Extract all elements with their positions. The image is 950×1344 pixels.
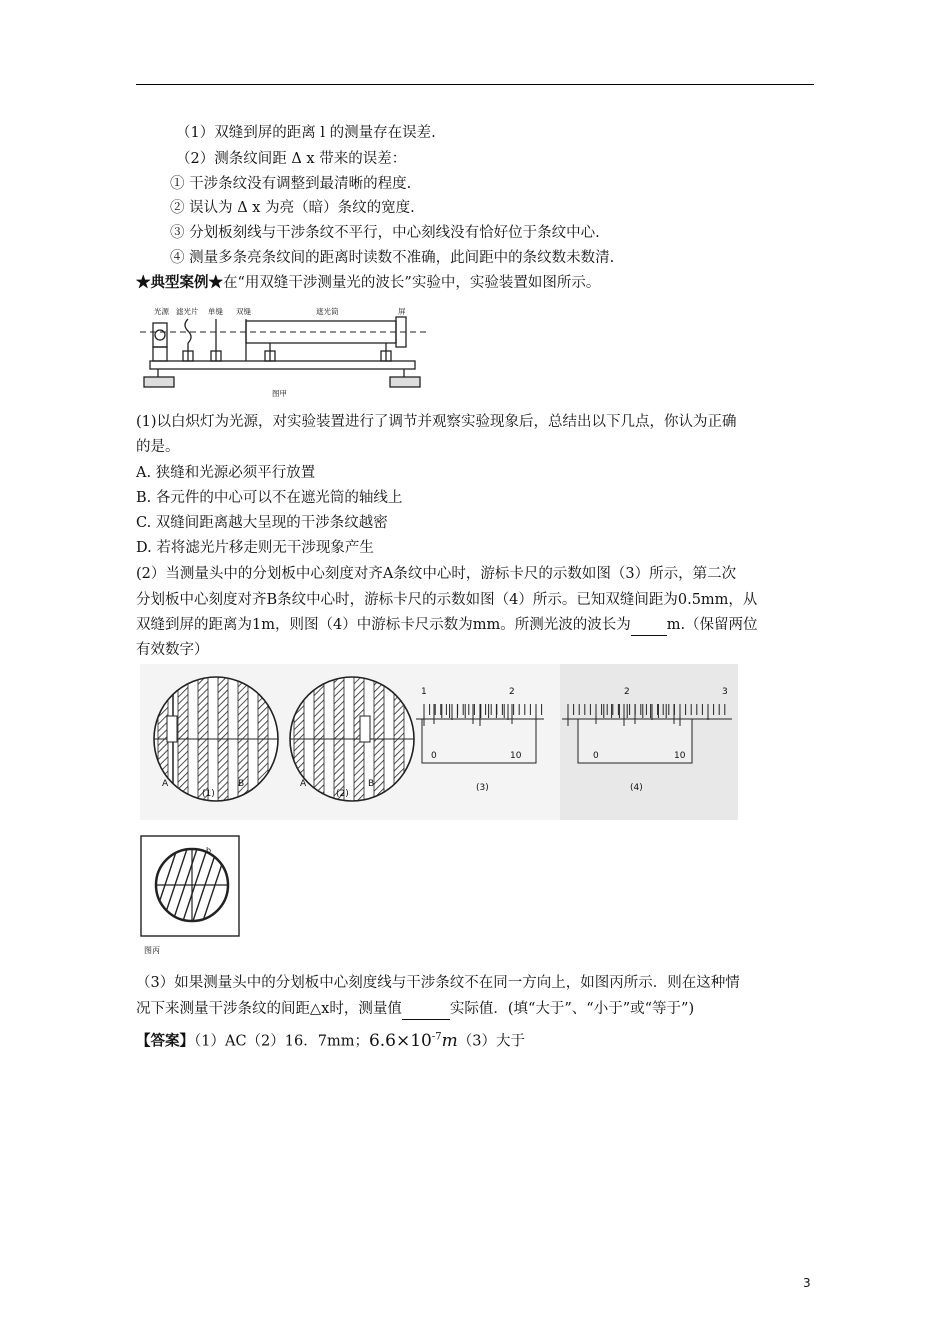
q3-text-pre: 况下来测量干涉条纹的间距△x时，测量值 xyxy=(136,1001,402,1017)
answer-part-b: （3）大于 xyxy=(457,1033,525,1050)
text-line: （2）测条纹间距 Δ x 带来的误差： xyxy=(176,151,407,167)
text-line: ① 干涉条纹没有调整到最清晰的程度. xyxy=(170,176,412,192)
scale3-vernier-0: 0 xyxy=(431,751,437,761)
q2-text-pre: 双缝到屏的距离为1m，则图（4）中游标卡尺示数为mm。所测光波的波长为 xyxy=(136,617,631,633)
answer-unit: m xyxy=(441,1030,458,1051)
caption-3: (3) xyxy=(476,783,489,793)
q2-text-post: m.（保留两位 xyxy=(666,617,758,633)
text-line: ② 误认为 Δ x 为亮（暗）条纹的宽度. xyxy=(170,200,415,216)
label-single-slit: 单缝 xyxy=(208,307,223,316)
bing-mark: b xyxy=(206,846,212,855)
scale3-main-1: 1 xyxy=(421,687,427,697)
question-2-cont3: 有效数字） xyxy=(136,642,209,658)
caption-bing: 图丙 xyxy=(144,946,160,955)
answer-exponent: -7 xyxy=(431,1031,442,1042)
scale4-vernier-10: 10 xyxy=(674,751,686,761)
header-rule xyxy=(136,84,814,85)
option-d: D. 若将滤光片移走则无干涉现象产生 xyxy=(136,540,374,556)
label-double-slit: 双缝 xyxy=(236,307,251,316)
question-3-cont xyxy=(136,999,826,1020)
scale3-main-2: 2 xyxy=(509,687,515,697)
caption-jia: 图甲 xyxy=(272,389,287,398)
scale4-main-2: 2 xyxy=(624,687,630,697)
option-b: B. 各元件的中心可以不在遮光筒的轴线上 xyxy=(136,490,403,506)
caption-1: (1) xyxy=(202,789,215,799)
page-number: 3 xyxy=(803,1276,811,1290)
caption-2: (2) xyxy=(336,789,349,799)
q3-text-post: 实际值．(填“大于”、“小于”或“等于”) xyxy=(449,1001,695,1017)
question-2-cont2 xyxy=(136,615,826,636)
question-2-cont: 分划板中心刻度对齐B条纹中心时，游标卡尺的示数如图（4）所示。已知双缝间距为0.5mm，从 xyxy=(136,592,758,608)
question-1: (1)以白炽灯为光源，对实验装置进行了调节并观察实验现象后，总结出以下几点，你认为正确 xyxy=(136,414,737,430)
label-b1: B xyxy=(238,779,245,789)
label-light-source: 光源 xyxy=(154,307,169,316)
label-b2: B xyxy=(368,779,375,789)
text-line: ④ 测量多条亮条纹间的距离时读数不准确，此间距中的条纹数未数清. xyxy=(170,250,615,266)
option-a: A. 狭缝和光源必须平行放置 xyxy=(136,465,316,481)
case-intro: 在“用双缝干涉测量光的波长”实验中，实验装置如图所示。 xyxy=(223,275,601,291)
answer-blank-compare xyxy=(402,999,450,1020)
case-heading xyxy=(136,273,826,293)
answer-math xyxy=(369,1031,458,1051)
question-1-cont: 的是。 xyxy=(136,439,180,455)
answer-label: 【答案】 xyxy=(136,1032,194,1050)
label-tube: 遮光筒 xyxy=(316,307,339,316)
bing-figure xyxy=(140,835,240,960)
question-2: (2）当测量头中的分划板中心刻度对齐A条纹中心时，游标卡尺的示数如图（3）所示，第二次 xyxy=(136,566,737,582)
fringe-vernier-figure xyxy=(140,664,738,820)
scale4-vernier-0: 0 xyxy=(593,751,599,761)
text-line: （1）双缝到屏的距离 l 的测量存在误差. xyxy=(176,125,436,141)
caption-4: (4) xyxy=(630,783,643,793)
answer-part-a: （1）AC（2）16．7mm； xyxy=(194,1033,369,1050)
label-filter: 滤光片 xyxy=(176,307,199,316)
label-a1: A xyxy=(162,779,169,789)
question-3: （3）如果测量头中的分划板中心刻度线与干涉条纹不在同一方向上，如图丙所示．则在这种情 xyxy=(136,975,740,991)
option-c: C. 双缝间距离越大呈现的干涉条纹越密 xyxy=(136,515,388,531)
case-title: ★典型案例★ xyxy=(136,274,223,291)
answer-blank-wavelength xyxy=(631,615,667,636)
label-screen: 屏 xyxy=(398,307,406,316)
label-a2: A xyxy=(300,779,307,789)
text-line: ③ 分划板刻线与干涉条纹不平行，中心刻线没有恰好位于条纹中心. xyxy=(170,225,600,241)
answer-mantissa: 6.6×10 xyxy=(368,1030,432,1051)
answer-line xyxy=(136,1027,826,1052)
scale4-main-3: 3 xyxy=(722,687,728,697)
scale3-vernier-10: 10 xyxy=(510,751,522,761)
apparatus-figure xyxy=(140,303,430,401)
